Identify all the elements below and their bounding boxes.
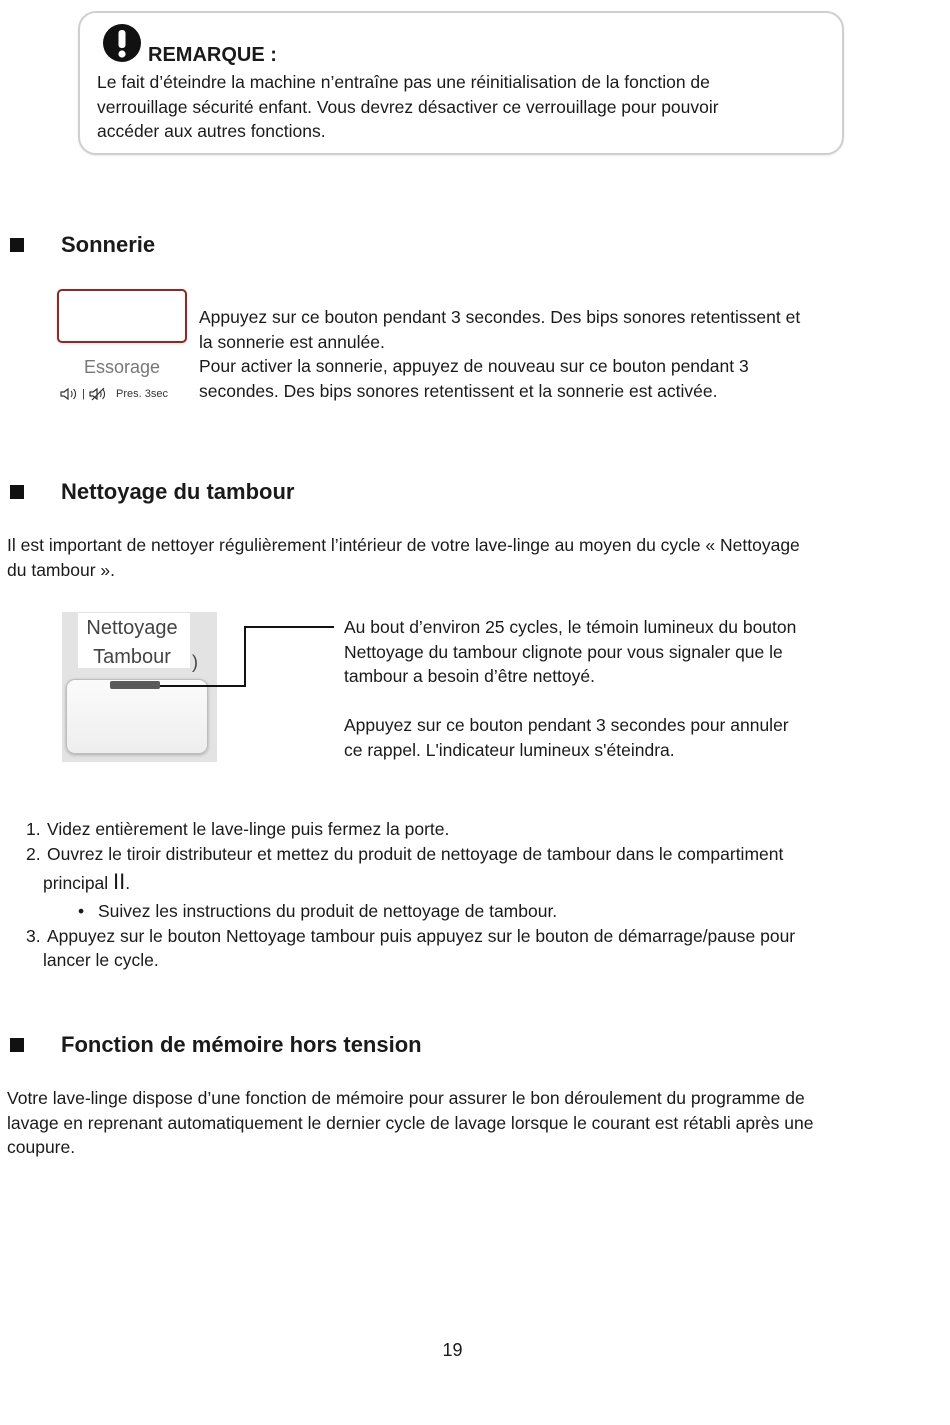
step-text: Videz entièrement le lave-linge puis fermez la porte.	[47, 819, 450, 839]
note-line: accéder aux autres fonctions.	[97, 121, 326, 141]
nettoyage-line: Appuyez sur ce bouton pendant 3 secondes pour annuler	[344, 715, 789, 735]
step-text: Appuyez sur le bouton Nettoyage tambour puis appuyez sur le bouton de démarrage/pause pour	[47, 926, 796, 946]
exclamation-icon	[103, 24, 141, 62]
memoire-line: lavage en reprenant automatiquement le dernier cycle de lavage lorsque le courant est rétabli après une	[7, 1112, 814, 1133]
nettoyage-text-1	[344, 615, 874, 689]
step-text: Suivez les instructions du produit de nettoyage de tambour.	[98, 901, 558, 921]
section-title-memoire: Fonction de mémoire hors tension	[61, 1032, 422, 1057]
step-text: lancer le cycle.	[43, 950, 159, 970]
drum-clean-led-indicator	[110, 681, 160, 689]
drum-clean-button	[66, 679, 208, 754]
nettoyage-text-2	[344, 713, 874, 762]
note-line: Le fait d’éteindre la machine n’entraîne pas une réinitialisation de la fonction de	[97, 72, 710, 92]
bullet: •	[78, 901, 85, 921]
intro-line: du tambour ».	[7, 559, 115, 580]
sonnerie-line: Pour activer la sonnerie, appuyez de nouveau sur ce bouton pendant 3	[199, 356, 749, 376]
section-bullet	[10, 1038, 24, 1052]
section-bullet	[10, 485, 24, 499]
list-item	[26, 924, 906, 949]
sonnerie-text	[199, 305, 869, 403]
nettoyage-intro	[7, 533, 907, 582]
section-title-sonnerie: Sonnerie	[61, 232, 156, 257]
step-number: 2.	[26, 844, 41, 864]
step-number: 1.	[26, 819, 41, 839]
speaker-on-icon	[60, 388, 81, 400]
intro-line: Il est important de nettoyer régulièrement l’intérieur de votre lave-linge au moyen du cycle « Nettoyage	[7, 535, 800, 555]
drum-clean-label-line1: Nettoyage	[86, 617, 178, 639]
drum-clean-label-line2: Tambour	[93, 646, 171, 668]
step-text: .	[125, 873, 131, 893]
section-title-nettoyage: Nettoyage du tambour	[61, 479, 295, 504]
sonnerie-line: Appuyez sur ce bouton pendant 3 secondes. Des bips sonores retentissent et	[199, 307, 801, 327]
memoire-line: coupure.	[7, 1137, 76, 1157]
speaker-off-icon	[89, 388, 110, 400]
page-number: 19	[442, 1340, 463, 1360]
step-text: principal	[43, 873, 114, 893]
list-item	[26, 817, 906, 842]
compartment-number: II	[113, 869, 126, 894]
essorage-label: Essorage	[83, 357, 161, 377]
nettoyage-line: Nettoyage du tambour clignote pour vous signaler que le	[344, 641, 783, 662]
essorage-sub: | Pres. 3sec	[60, 386, 168, 402]
nettoyage-line: Au bout d’environ 25 cycles, le témoin lumineux du bouton	[344, 617, 797, 637]
sonnerie-line: secondes. Des bips sonores retentissent et la sonnerie est activée.	[199, 380, 718, 401]
section-bullet	[10, 238, 24, 252]
list-item-continuation	[43, 948, 159, 973]
drum-clean-label	[72, 614, 192, 672]
essorage-button	[57, 289, 187, 343]
memoire-line: Votre lave-linge dispose d’une fonction de mémoire pour assurer le bon déroulement du programme de	[7, 1088, 805, 1108]
drum-clean-label-tail: )	[192, 652, 198, 672]
list-bullet-item	[78, 899, 557, 924]
step-number: 3.	[26, 926, 41, 946]
nettoyage-line: ce rappel. L'indicateur lumineux s'éteindra.	[344, 739, 675, 760]
nettoyage-line: tambour a besoin d’être nettoyé.	[344, 666, 595, 686]
list-item	[26, 842, 906, 867]
memoire-text	[7, 1086, 912, 1160]
list-item-continuation	[43, 870, 130, 896]
note-title: REMARQUE :	[148, 44, 277, 66]
press-duration-label: Pres. 3sec	[116, 388, 169, 400]
note-line: verrouillage sécurité enfant. Vous devrez désactiver ce verrouillage pour pouvoir	[97, 96, 719, 117]
sonnerie-line: la sonnerie est annulée.	[199, 331, 385, 352]
step-text: Ouvrez le tiroir distributeur et mettez du produit de nettoyage de tambour dans le compartiment	[47, 844, 784, 864]
note-text	[97, 70, 827, 144]
